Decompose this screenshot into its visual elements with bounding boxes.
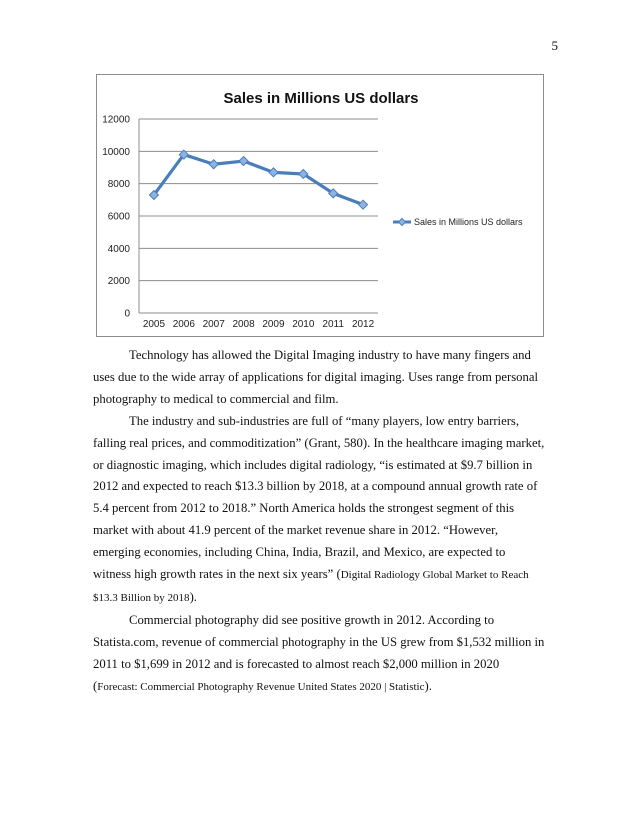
x-tick-label: 2011 bbox=[322, 319, 344, 330]
x-tick-label: 2010 bbox=[292, 319, 315, 330]
data-point bbox=[359, 200, 368, 209]
paragraph-3-citation: Forecast: Commercial Photography Revenue United States 2020 | Statistic bbox=[97, 680, 425, 693]
data-point bbox=[239, 157, 248, 166]
paragraph-2-citation: Digital Radiology Global Market to Reach $13.3 Billion by 2018 bbox=[93, 569, 529, 604]
paragraph-2-closing: ). bbox=[189, 589, 197, 604]
x-tick-label: 2007 bbox=[202, 319, 225, 330]
x-tick-label: 2009 bbox=[262, 319, 285, 330]
y-tick-label: 12000 bbox=[102, 114, 130, 126]
page-number: 5 bbox=[551, 38, 558, 53]
chart-canvas bbox=[97, 75, 545, 338]
paragraph-3-text: Commercial photography did see positive growth in 2012. According to Statista.com, revenue of commercial photography in the US grew from $1,532 million in 2011 to $1,699 in 2012 and is forecasted to almost reach $2,000 million in 2020 ( bbox=[93, 612, 545, 693]
y-tick-label: 0 bbox=[124, 308, 130, 320]
paragraph-3 bbox=[93, 610, 545, 699]
x-tick-label: 2006 bbox=[172, 319, 195, 330]
data-point bbox=[269, 168, 278, 177]
y-tick-label: 6000 bbox=[107, 211, 130, 223]
legend-label: Sales in Millions US dollars bbox=[414, 217, 523, 227]
y-tick-label: 8000 bbox=[107, 179, 130, 191]
x-tick-label: 2005 bbox=[142, 319, 166, 330]
paragraph-3-closing: ). bbox=[424, 678, 432, 693]
series-line bbox=[154, 155, 363, 205]
body-text bbox=[93, 345, 545, 699]
sales-line-chart bbox=[96, 74, 544, 337]
x-tick-label: 2012 bbox=[351, 319, 375, 330]
data-point bbox=[209, 160, 218, 169]
y-tick-label: 4000 bbox=[107, 243, 130, 255]
x-tick-label: 2008 bbox=[232, 319, 255, 330]
y-tick-label: 10000 bbox=[102, 146, 130, 158]
chart-title: Sales in Millions US dollars bbox=[223, 90, 419, 107]
paragraph-2 bbox=[93, 411, 545, 610]
paragraph-1 bbox=[93, 345, 545, 411]
paragraph-1-text: Technology has allowed the Digital Imaging industry to have many fingers and uses due to the wide array of applications for digital imaging. Uses range from personal photography to medical to commercial and film. bbox=[93, 348, 538, 406]
legend-marker bbox=[399, 219, 406, 226]
y-tick-label: 2000 bbox=[107, 276, 130, 288]
paragraph-2-text: The industry and sub-industries are full of “many players, low entry barriers, falling real prices, and commoditization” (Grant, 580). In the healthcare imaging market, or diagnostic imaging, which includes digital radiology, “is estimated at $9.7 billion in 2012 and expected to reach $13.3 billion by 2018, at a compound annual growth rate of 5.4 percent from 2012 to 2018.” North America holds the strongest segment of this market with about 41.9 percent of the market revenue share in 2012. “However, emerging economies, including China, India, Brazil, and Mexico, are expected to witness high growth rates in the next six years” ( bbox=[93, 413, 545, 582]
